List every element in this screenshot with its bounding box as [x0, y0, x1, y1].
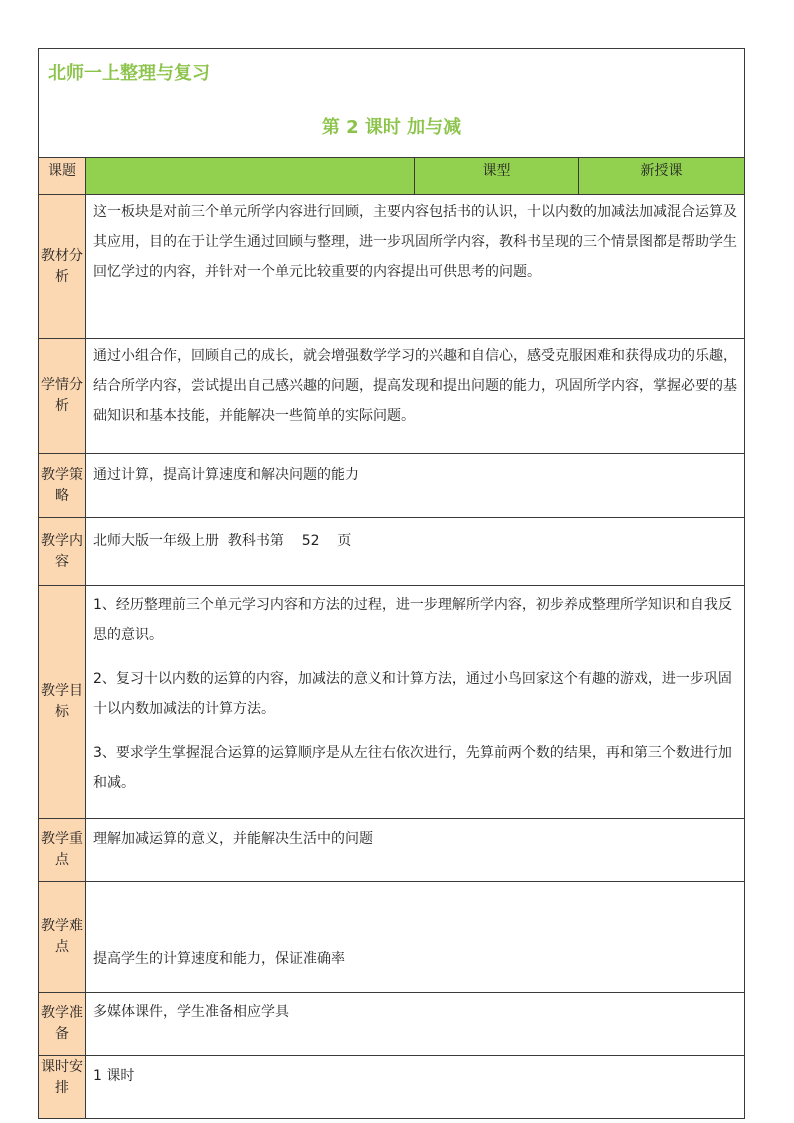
info-row [39, 158, 745, 195]
objectives-label: 教学目标 [39, 586, 86, 819]
topic-label: 课题 [39, 158, 86, 195]
textbook-analysis-label: 教材分析 [39, 195, 86, 339]
content-label: 教学内容 [39, 518, 86, 586]
objective-item: 2、复习十以内数的运算的内容，加减法的意义和计算方法，通过小鸟回家这个有趣的游戏，进一步巩固十以内数加减法的计算方法。 [93, 671, 732, 717]
strategy-text: 通过计算，提高计算速度和解决问题的能力 [86, 454, 745, 518]
textbook-analysis-text: 这一板块是对前三个单元所学内容进行回顾，主要内容包括书的认识，十以内数的加减法加减混合运算及其应用，目的在于让学生通过回顾与整理，进一步巩固所学内容，教科书呈现的三个情景图都是帮助学生回忆学过的内容，并针对一个单元比较重要的内容提出可供思考的问题。 [86, 195, 745, 339]
lesson-plan-sheet [38, 48, 744, 1119]
difficulty-text: 提高学生的计算速度和能力，保证准确率 [86, 882, 745, 993]
difficulty-label: 教学难点 [39, 882, 86, 993]
strategy-label: 教学策略 [39, 454, 86, 518]
preparation-row [39, 993, 745, 1056]
title-row [39, 49, 745, 158]
key-point-text: 理解加减运算的意义，并能解决生活中的问题 [86, 819, 745, 882]
title-cell [39, 49, 745, 158]
schedule-label: 课时安排 [39, 1056, 86, 1119]
lesson-plan-table [38, 48, 745, 1119]
textbook-analysis-row [39, 195, 745, 339]
objective-item: 3、要求学生掌握混合运算的运算顺序是从左往右依次进行，先算前两个数的结果，再和第三个数进行加和减。 [93, 745, 732, 791]
schedule-text: 1 课时 [86, 1056, 745, 1119]
type-value: 新授课 [579, 158, 745, 195]
objective-item: 1、经历整理前三个单元学习内容和方法的过程，进一步理解所学内容，初步养成整理所学知识和自我反思的意识。 [93, 597, 732, 643]
objectives-row [39, 586, 745, 819]
key-point-row [39, 819, 745, 882]
strategy-row [39, 454, 745, 518]
type-label: 课型 [415, 158, 579, 195]
content-row [39, 518, 745, 586]
series-title: 北师一上整理与复习 [48, 63, 210, 84]
student-analysis-row [39, 339, 745, 454]
content-text: 北师大版一年级上册 教科书第 52 页 [86, 518, 745, 586]
key-point-label: 教学重点 [39, 819, 86, 882]
student-analysis-label: 学情分析 [39, 339, 86, 454]
student-analysis-text: 通过小组合作，回顾自己的成长，就会增强数学学习的兴趣和自信心，感受克服困难和获得成功的乐趣，结合所学内容，尝试提出自己感兴趣的问题，提高发现和提出问题的能力，巩固所学内容，掌握必要的基础知识和基本技能，并能解决一些简单的实际问题。 [86, 339, 745, 454]
difficulty-row [39, 882, 745, 993]
preparation-label: 教学准备 [39, 993, 86, 1056]
objectives-list [86, 586, 745, 819]
topic-value [86, 158, 415, 195]
schedule-row [39, 1056, 745, 1119]
lesson-title: 第 2 课时 加与减 [321, 117, 462, 138]
preparation-text: 多媒体课件，学生准备相应学具 [86, 993, 745, 1056]
